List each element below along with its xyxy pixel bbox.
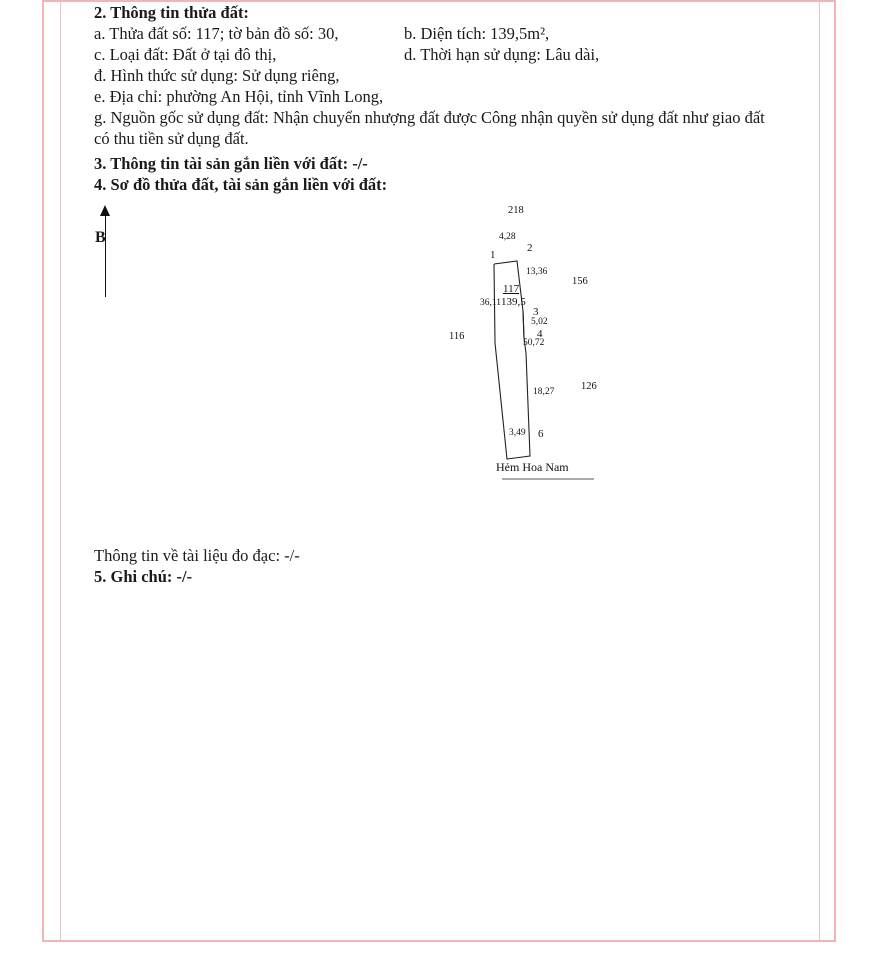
usage-form-field: đ. Hình thức sử dụng: Sử dụng riêng, [94,66,340,85]
edge-label-right-mid: 5,02 [531,317,548,327]
parcel-edge-right-upper [523,311,524,338]
corner-label-2: 2 [527,242,533,254]
land-term-field: d. Thời hạn sử dụng: Lâu dài, [404,45,600,64]
north-label: B [95,229,106,246]
parcel-shape [344,201,674,531]
document-body [94,2,784,587]
parcel-area-label: 139,5 [501,296,526,308]
edge-label-top: 4,28 [499,232,516,242]
parcel-diagram [94,201,784,531]
corner-label-6: 6 [538,428,544,440]
street-label: Hẻm Hoa Nam [496,460,569,474]
land-type-field: c. Loại đất: Đất ở tại đô thị, [94,45,277,64]
parcel-row-2 [94,44,784,65]
neighbor-label-left: 116 [449,331,465,342]
section-2-title: 2. Thông tin thửa đất: [94,3,249,22]
parcel-area-field: b. Diện tích: 139,5m², [404,24,550,43]
corner-label-1: 1 [490,249,496,261]
north-arrow-icon [94,201,134,311]
section-4-title: 4. Sơ đồ thửa đất, tài sản gắn liền với đất: [94,175,388,194]
edge-label-bottom: 3,49 [509,428,526,438]
edge-label-upper-right: 13,36 [526,267,548,277]
edge-label-right-bottom: 18,27 [533,387,555,397]
neighbor-label-right-upper: 156 [572,276,588,287]
neighbor-label-right-lower: 126 [581,381,597,392]
edge-label-right-lower: 50,72 [523,338,545,348]
page-border [42,0,836,942]
parcel-id-label: 117 [503,283,520,295]
parcel-number-field: a. Thửa đất số: 117; tờ bản đồ số: 30, [94,24,339,43]
north-arrow-line [105,215,106,297]
address-field: e. Địa chỉ: phường An Hội, tỉnh Vĩnh Long, [94,87,384,106]
corner-label-4: 4 [537,328,543,340]
origin-field: g. Nguồn gốc sử dụng đất: Nhận chuyển nhượng đất được Công nhận quyền sử dụng đất như giao đất có thu tiền sử dụng đất. [94,108,765,148]
corner-label-3: 3 [533,306,539,318]
section-3-title: 3. Thông tin tài sản gắn liền với đất: -/- [94,154,368,173]
section-5-title: 5. Ghi chú: -/- [94,567,193,586]
survey-doc-note: Thông tin về tài liệu đo đạc: -/- [94,546,300,565]
edge-label-left-long: 36,11 [480,298,502,308]
neighbor-label-top: 218 [508,205,524,216]
parcel-row-1 [94,23,784,44]
